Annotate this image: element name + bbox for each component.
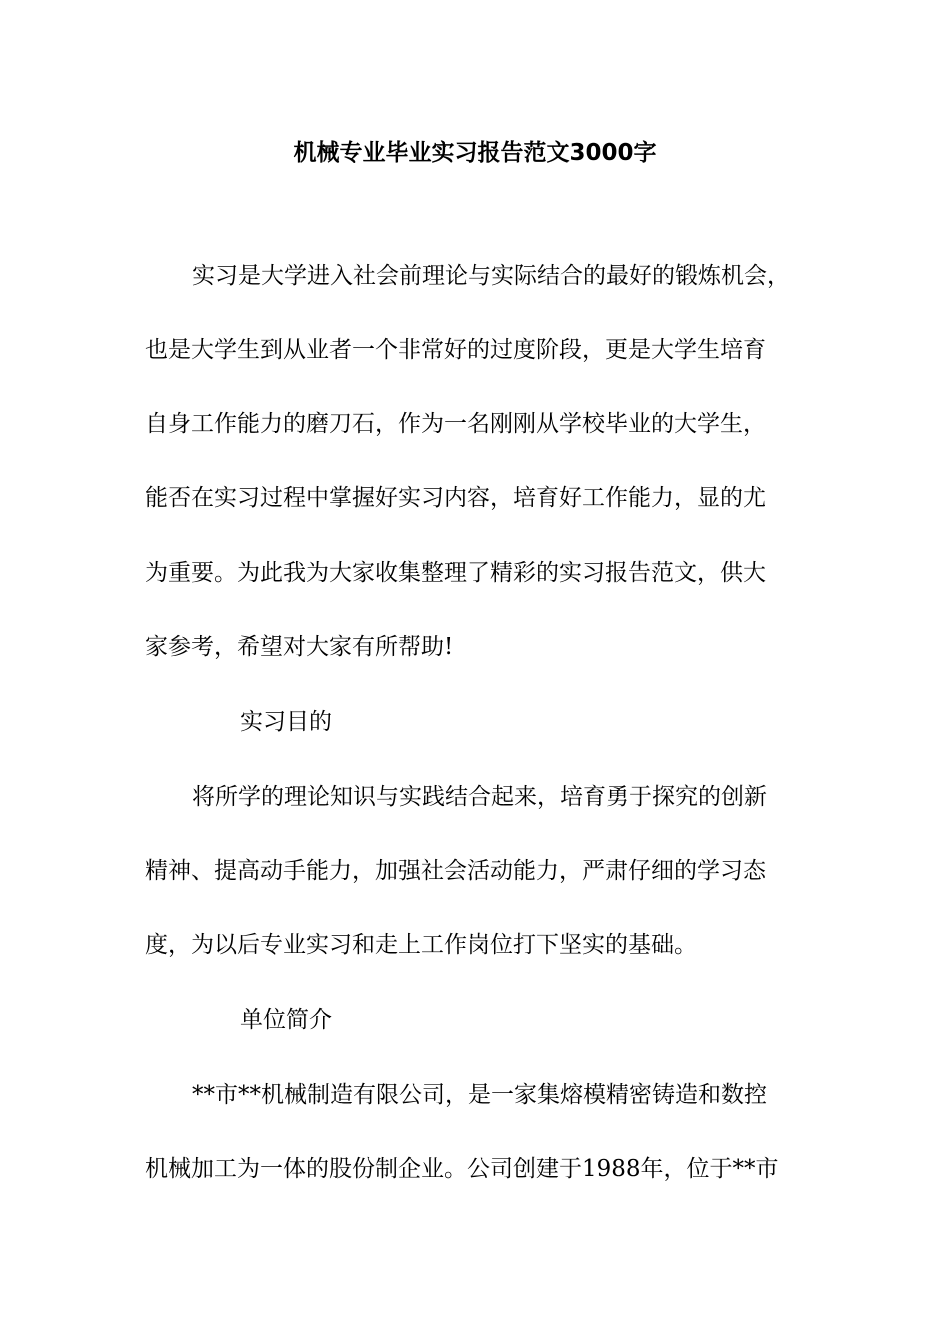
paragraph-line-9: 度，为以后专业实习和走上工作岗位打下坚实的基础。 (145, 932, 697, 958)
paragraph-line-10: **市**机械制造有限公司，是一家集熔模精密铸造和数控 (192, 1082, 767, 1108)
paragraph-line-11: 机械加工为一体的股份制企业。公司创建于1988年，位于**市 (145, 1156, 779, 1182)
section-heading-purpose: 实习目的 (240, 709, 332, 735)
paragraph-line-8: 精神、提高动手能力，加强社会活动能力，严肃仔细的学习态 (145, 858, 766, 884)
paragraph-line-1: 实习是大学进入社会前理论与实际结合的最好的锻炼机会， (192, 263, 790, 289)
document-title: 机械专业毕业实习报告范文3000字 (293, 140, 657, 166)
paragraph-line-7: 将所学的理论知识与实践结合起来，培育勇于探究的创新 (192, 784, 767, 810)
paragraph-line-3: 自身工作能力的磨刀石，作为一名刚刚从学校毕业的大学生， (145, 411, 766, 437)
paragraph-line-2: 也是大学生到从业者一个非常好的过度阶段，更是大学生培育 (145, 337, 766, 363)
paragraph-line-5: 为重要。为此我为大家收集整理了精彩的实习报告范文，供大 (145, 560, 766, 586)
section-heading-company: 单位简介 (240, 1007, 332, 1033)
paragraph-line-6: 家参考，希望对大家有所帮助! (145, 634, 454, 660)
paragraph-line-4: 能否在实习过程中掌握好实习内容，培育好工作能力，显的尤 (145, 485, 766, 511)
